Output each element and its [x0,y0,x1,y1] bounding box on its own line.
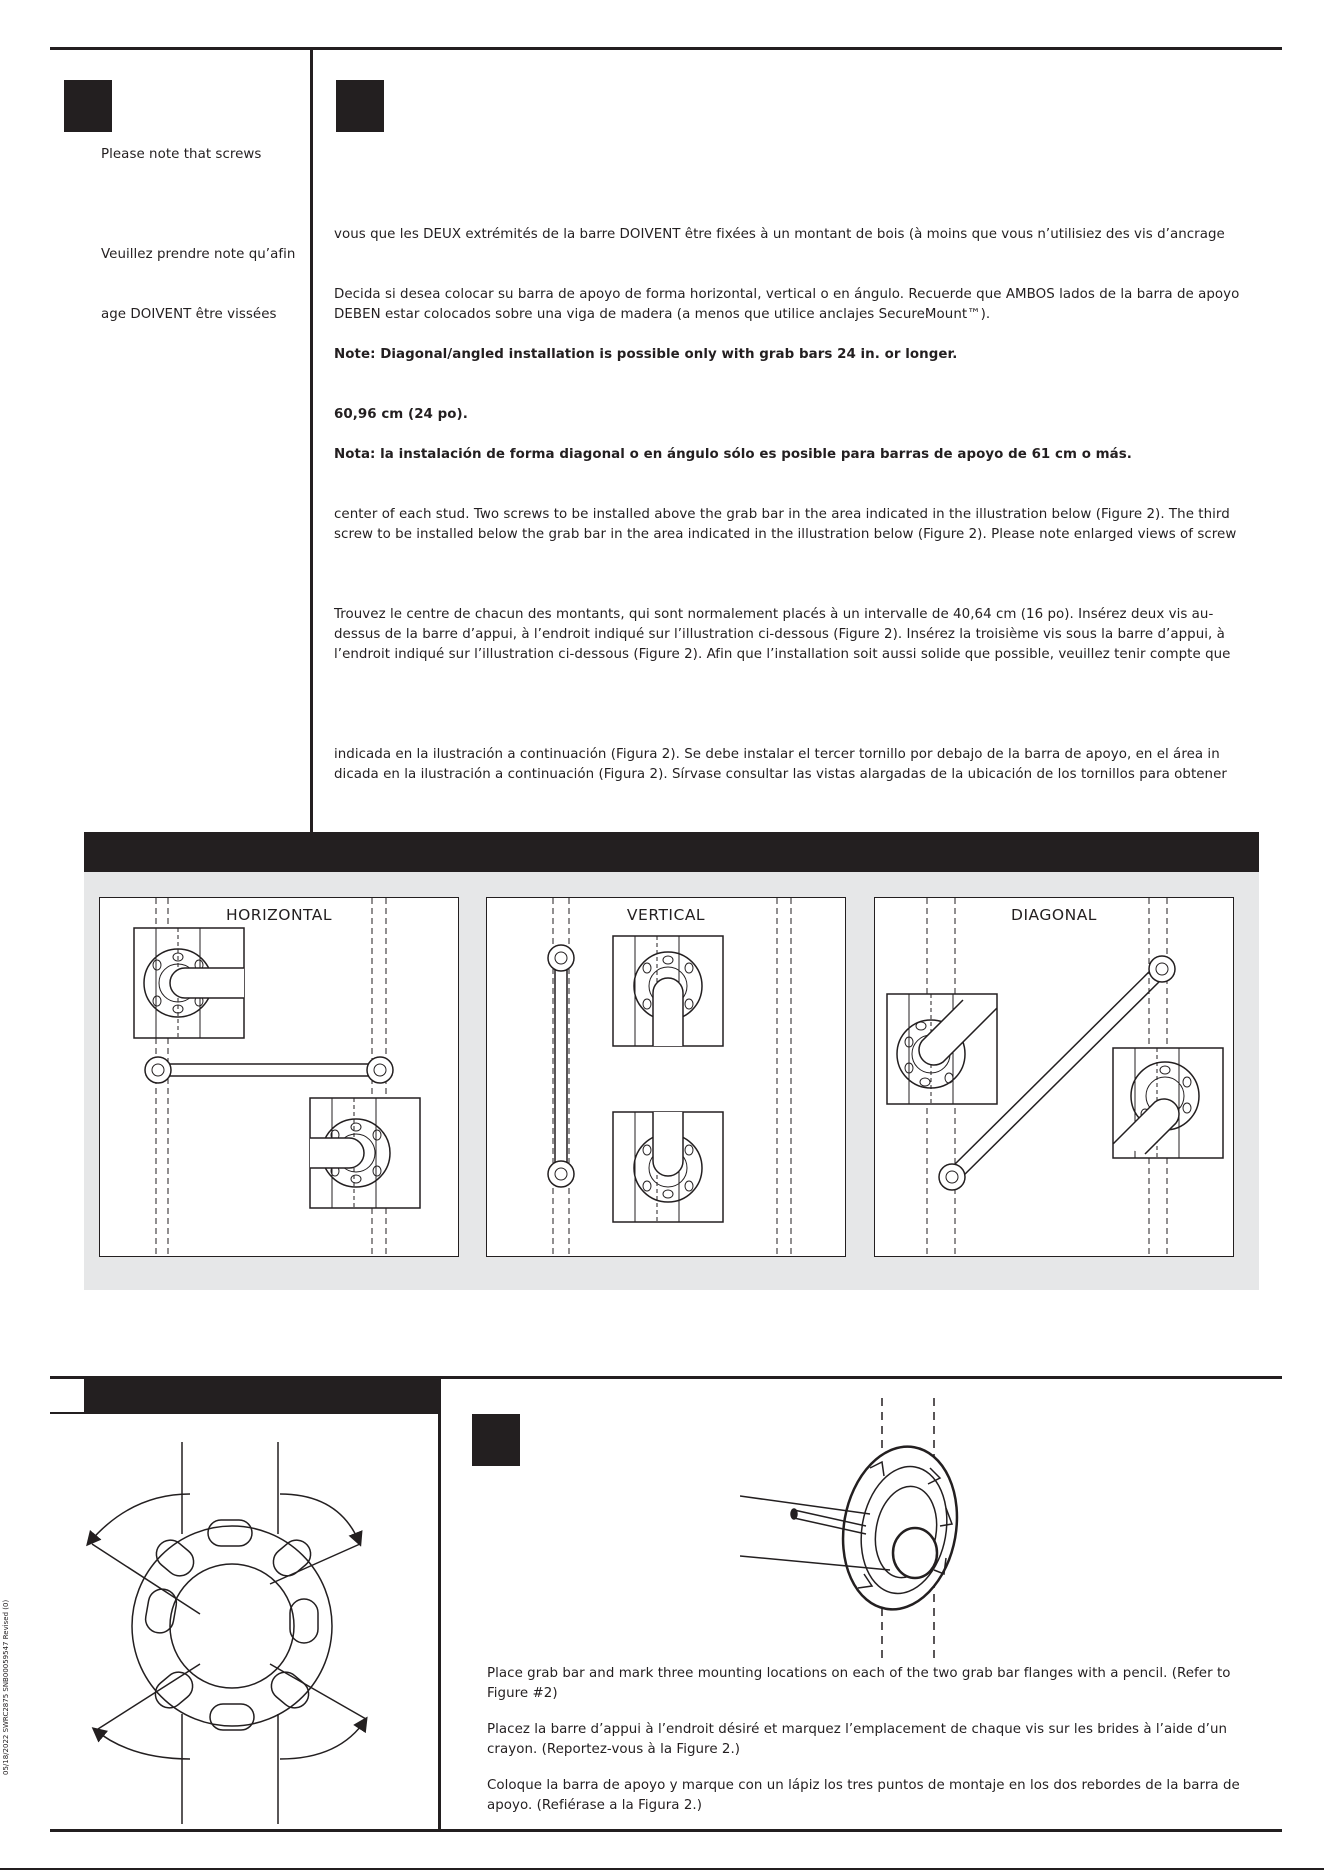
step-number-box [472,1414,520,1466]
panel-title: HORIZONTAL [225,906,333,924]
horizontal-panel [99,897,459,1257]
step-number-box [336,80,384,132]
body-text-line: l’endroit indiqué sur l’illustration ci-dessous (Figure 2). Afin que l’installation soit aussi solide que possible, veuillez tenir compte que [334,647,1231,662]
vertical-illustration [487,898,846,1257]
note-text-line: 60,96 cm (24 po). [334,407,468,422]
body-text-line: indicada en la ilustración a continuación (Figura 2). Se debe instalar el tercer tornillo por debajo de la barra de apoyo, en el área in [334,747,1220,762]
top-rule [50,47,1282,50]
margin-document-code: 05/18/2022 SWRC2875 SNB00059547 Revised (0) [2,1599,10,1775]
page-bottom-edge [0,1868,1324,1870]
body-text-line: center of each stud. Two screws to be installed above the grab bar in the area indicated in the illustration below (Figure 2). The third [334,507,1230,522]
panel-title: VERTICAL [626,906,706,924]
step-number-box [64,80,112,132]
flange-header-bar [84,1379,438,1412]
diagonal-panel [874,897,1234,1257]
body-text-line: Trouvez le centre de chacun des montants, qui sont normalement placés à un intervalle de 40,64 cm (16 po). Insérez deux vis au- [334,607,1214,622]
instruction-text-es: Coloque la barra de apoyo y marque con un lápiz los tres puntos de montaje en los dos rebordes de la barra de apoyo. (Refiérase a la Figura 2.) [487,1778,1240,1813]
bottom-column-divider [438,1376,441,1830]
body-text-line: Decida si desea colocar su barra de apoyo de forma horizontal, vertical o en ángulo. Recuerde que AMBOS lados de la barra de apoyo [334,287,1240,302]
column-divider [310,47,313,832]
left-note-line: Please note that screws [101,147,262,162]
vertical-panel [486,897,846,1257]
flange-diagram [50,1414,438,1824]
figure-header-bar [84,832,1259,872]
mounting-illustration [740,1398,980,1660]
bottom-rule [50,1829,1282,1832]
horizontal-illustration [100,898,459,1257]
diagonal-illustration [875,898,1234,1257]
note-text-line: Nota: la instalación de forma diagonal o en ángulo sólo es posible para barras de apoyo de 61 cm o más. [334,447,1132,462]
left-note-line: Veuillez prendre note qu’afin [101,247,296,262]
body-text-line: dicada en la ilustración a continuación (Figura 2). Sírvase consultar las vistas alargadas de la ubicación de los tornillos para obtener [334,767,1227,782]
instruction-text-fr: Placez la barre d’appui à l’endroit désiré et marquez l’emplacement de chaque vis sur les brides à l’aide d’un crayon. (Reportez-vous à la Figure 2.) [487,1722,1228,1757]
body-text-line: dessus de la barre d’appui, à l’endroit indiqué sur l’illustration ci-dessous (Figure 2). Insérez la troisième vis sous la barre d’appui, à [334,627,1225,642]
left-note-line: age DOIVENT être vissées [101,307,277,322]
body-text-line: screw to be installed below the grab bar in the area indicated in the illustration below (Figure 2). Please note enlarged views of screw [334,527,1237,542]
instruction-text-en: Place grab bar and mark three mounting locations on each of the two grab bar flanges with a pencil. (Refer to Figure #2) [487,1666,1231,1701]
body-text-line: vous que les DEUX extrémités de la barre DOIVENT être fixées à un montant de bois (à moins que vous n’utilisiez des vis d’ancrage [334,227,1225,242]
body-text-line: DEBEN estar colocados sobre una viga de madera (a menos que utilice anclajes SecureMount™). [334,307,991,322]
panel-title: DIAGONAL [1011,906,1097,924]
note-text-line: Note: Diagonal/angled installation is possible only with grab bars 24 in. or longer. [334,347,958,362]
